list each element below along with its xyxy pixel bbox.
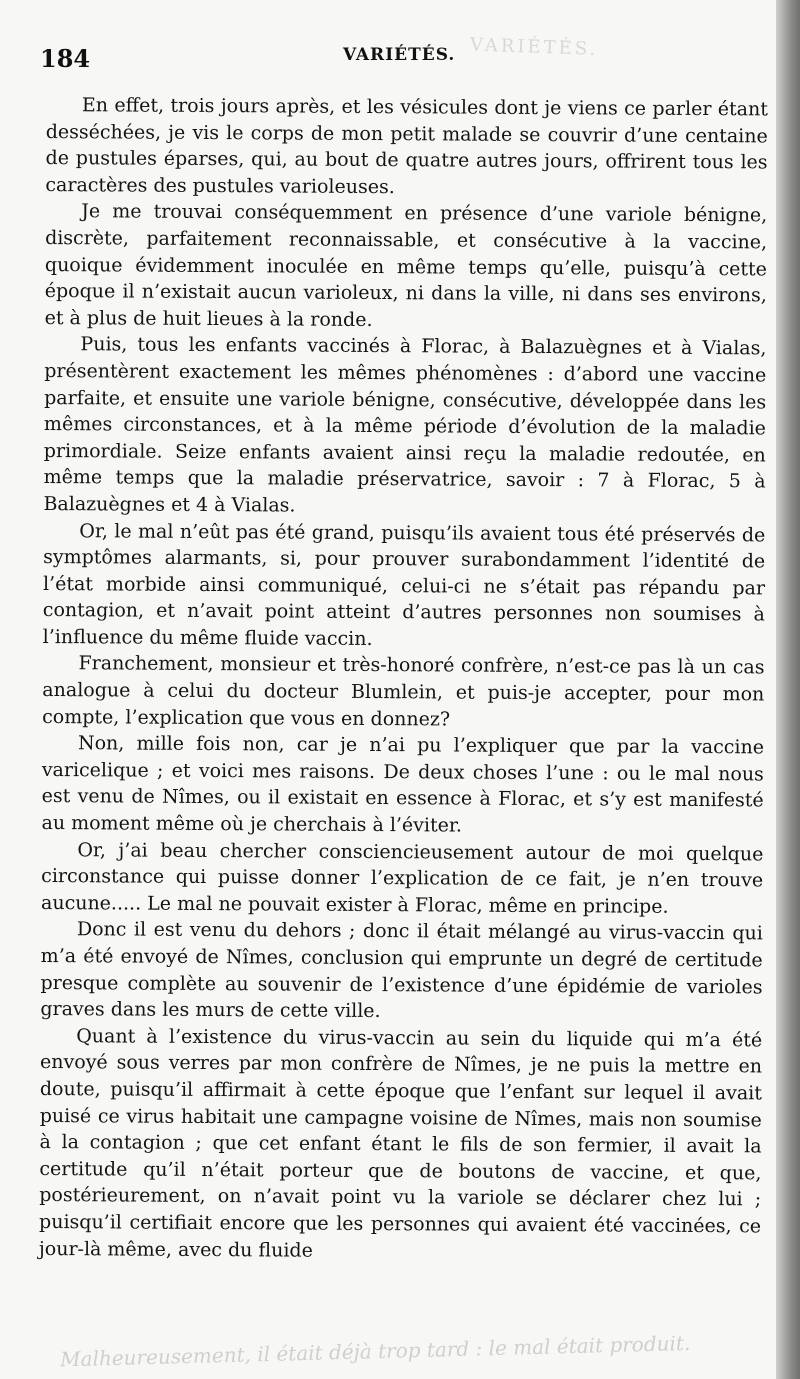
body-text xyxy=(39,92,768,1267)
paragraph: Je me trouvai conséquemment en présence d’une variole bénigne, discrète, parfaitement reconnaissable, et consécutive à la vaccine, quoique évidemment inoculée en même temps qu’elle, puisqu’à cette époque il n’existait aucun varioleux, ni dans la ville, ni dans ses environs, et à plus de huit lieues à la ronde. xyxy=(44,200,768,331)
running-title: VARIÉTÉS. xyxy=(343,45,456,65)
show-through-footer: Malheureusement, il était déjà trop tard : le mal était produit. xyxy=(59,1330,691,1372)
page-edge-shadow xyxy=(776,0,800,1379)
paragraph: Non, mille fois non, car je n’ai pu l’expliquer que par la vaccine varicelique ; et voici mes raisons. De deux choses l’une : ou le mal nous est venu de Nîmes, ou il existait en essence à Florac, et s’y est manifesté au moment même où je cherchais à l’éviter. xyxy=(41,732,765,837)
paragraph: Or, le mal n’eût pas été grand, puisqu’ils avaient tous été préservés de symptômes alarmants, si, pour prouver surabondamment l’identité de l’état morbide ainsi communiqué, celui-ci ne s’était pas répandu par contagion, et n’avait point atteint d’autres personnes non soumises à l’influence du même fluide vaccin. xyxy=(42,519,766,650)
show-through-header: VARIÉTÉS. xyxy=(469,34,599,60)
page-number: 184 xyxy=(40,44,91,73)
paragraph: Franchement, monsieur et très-honoré confrère, n’est-ce pas là un cas analogue à celui du docteur Blumlein, et puis-je accepter, pour mon compte, l’explication que vous en donnez? xyxy=(42,652,765,731)
paragraph: En effet, trois jours après, et les vésicules dont je viens ce parler étant desséchées, je vis le corps de mon petit malade se couvrir d’une centaine de pustules éparses, qui, au bout de quatre autres jours, offrirent tous les caractères des pustules varioleuses. xyxy=(45,94,768,198)
paragraph: Puis, tous les enfants vaccinés à Florac, à Balazuègnes et à Vialas, présentèrent exactement les mêmes phénomènes : d’abord une vaccine parfaite, et ensuite une variole bénigne, consécutive, développée dans les mêmes circonstances, et à la même période d’évolution de la maladie primordiale. Seize enfants avaient ainsi reçu la maladie redoutée, en même temps que la maladie préservatrice, savoir : 7 à Florac, 5 à Balazuègnes et 4 à Vialas. xyxy=(43,333,767,517)
paragraph: Donc il est venu du dehors ; donc il était mélangé au virus-vaccin qui m’a été envoyé de Nîmes, conclusion qui emprunte un degré de certitude presque complète au souvenir de l’existence d’une épidémie de varioles graves dans les murs de cette ville. xyxy=(40,918,763,1023)
paragraph: Or, j’ai beau chercher consciencieusement autour de moi quelque circonstance qui puisse donner l’explication de ce fait, je n’en trouve aucune..... Le mal ne pouvait exister à Florac, même en principe. xyxy=(40,838,764,918)
paragraph: Quant à l’existence du virus-vaccin au sein du liquide qui m’a été envoyé sous verres par mon confrère de Nîmes, je ne puis la mettre en doute, puisqu’il affirmait à cette époque que l’enfant sur lequel il avait puisé ce virus habitait une campagne voisine de Nîmes, mais non soumise à la contagion ; que cet enfant étant le fils de son fermier, il avait la certitude qu’il n’était porteur que de boutons de vaccine, et que, postérieurement, on n’avait point vu la variole se déclarer chez lui ; puisqu’il certifiait encore que les personnes qui avaient été vaccinées, ce jour-là même, avec du fluide xyxy=(38,1024,763,1262)
